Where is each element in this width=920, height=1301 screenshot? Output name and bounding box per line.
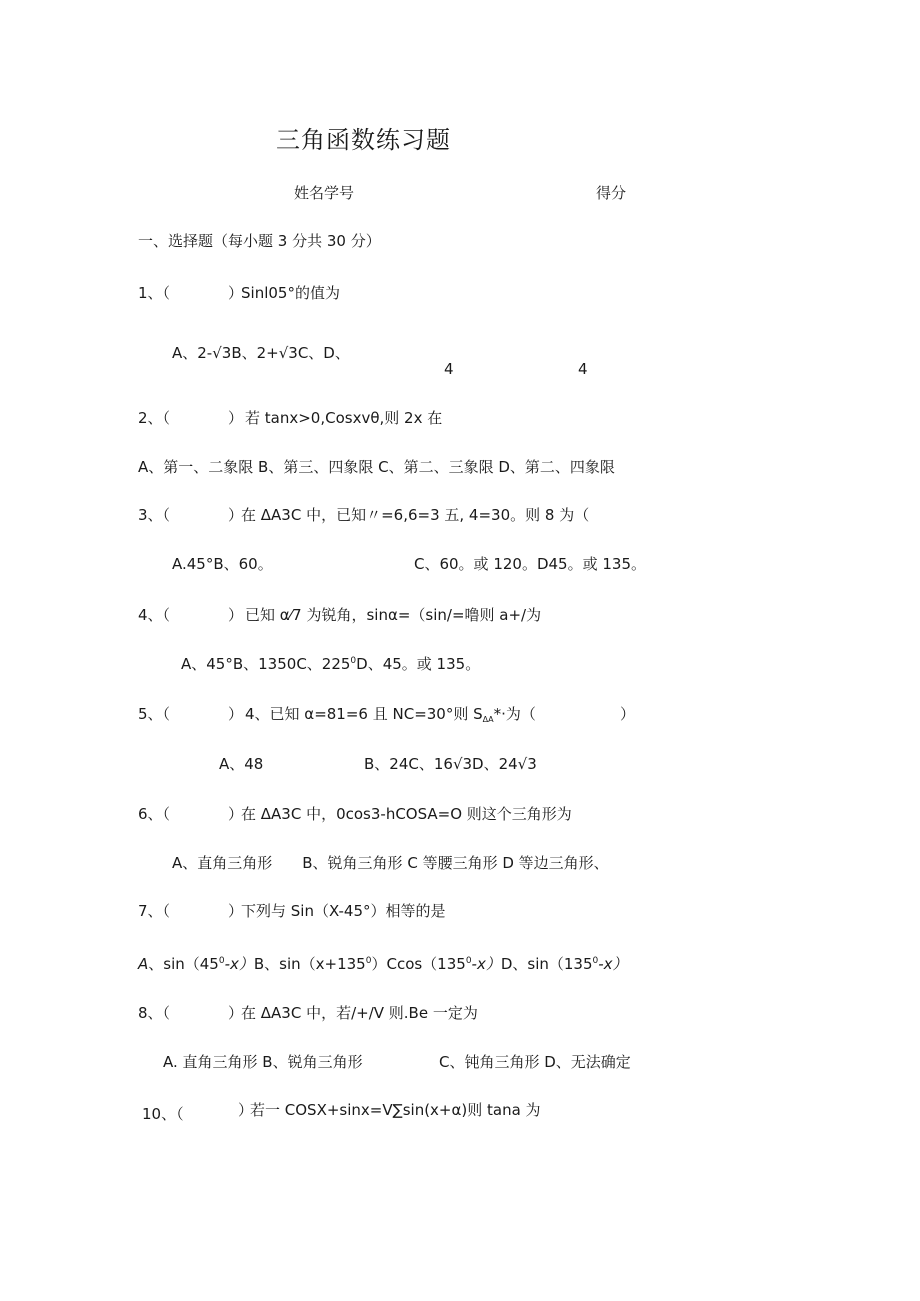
- question-1-paren-close: ）: [228, 284, 244, 302]
- question-8-options-cd: C、钝角三角形 D、无法确定: [439, 1053, 631, 1071]
- question-10-number: 10、（: [142, 1105, 184, 1123]
- question-2-options: A、第一、二象限 B、第三、四象限 C、第二、三象限 D、第二、四象限: [138, 458, 615, 476]
- question-1-number: 1、（: [138, 284, 171, 302]
- question-6-text: 在 ΔA3C 中，0cos3-hCOSA=O 则这个三角形为: [241, 805, 572, 823]
- question-10-text: 若一 COSX+sinx=V∑sin(x+α)则 tana 为: [250, 1101, 541, 1119]
- option-text: -x）: [471, 955, 501, 973]
- question-1-options: A、2-√3B、2+√3C、D、: [172, 344, 350, 362]
- question-2-paren-close: ）: [228, 409, 244, 427]
- question-3-options-ab: A.45°B、60。: [172, 555, 273, 573]
- question-5-number: 5、（: [138, 705, 171, 723]
- question-4-option-part: D、45。或 135。: [356, 655, 481, 673]
- option-text: -x）: [224, 955, 254, 973]
- question-5-text: [245, 707, 536, 722]
- superscript: 0: [350, 656, 357, 666]
- question-7-number: 7、（: [138, 902, 171, 920]
- question-10-paren-close: ）: [238, 1101, 254, 1119]
- name-id-label: 姓名学号: [294, 184, 355, 202]
- question-1-denominator-c: 4: [444, 360, 454, 378]
- question-7-paren-close: ）: [228, 902, 244, 920]
- subscript: ΔA: [482, 715, 494, 724]
- page-title: 三角函数练习题: [276, 126, 451, 154]
- question-4-number: 4、（: [138, 606, 171, 624]
- question-5-options-bcd: B、24C、16√3D、24√3: [364, 755, 537, 773]
- section-heading: 一、选择题（每小题 3 分共 30 分）: [138, 232, 381, 250]
- option-text: D、sin（135: [500, 955, 593, 973]
- superscript: 0: [365, 956, 372, 966]
- question-5-end-paren: ）: [620, 705, 636, 723]
- question-7-options: [138, 957, 628, 972]
- superscript: 0: [592, 956, 599, 966]
- question-1-denominator-d: 4: [578, 360, 588, 378]
- question-1-text: Sinl05°的值为: [241, 284, 340, 302]
- question-4-paren-close: ）: [228, 606, 244, 624]
- question-5-text-part: 4、已知 α=81=6 且 NC=30°则 S: [245, 705, 483, 723]
- superscript: 0: [218, 956, 225, 966]
- question-2-text: 若 tanx>0,Cosxvθ,则 2x 在: [245, 409, 443, 427]
- option-text: B、sin（x+135: [253, 955, 366, 973]
- question-5-option-a: A、48: [219, 755, 264, 773]
- score-label: 得分: [596, 184, 627, 202]
- question-4-option-part: A、45°B、1350C、225: [181, 655, 351, 673]
- option-text: ）Ccos（135: [371, 955, 466, 973]
- question-8-text: 在 ΔA3C 中，若/+/V 则.Be 一定为: [241, 1004, 478, 1022]
- option-letter: A: [138, 955, 149, 973]
- question-8-number: 8、（: [138, 1004, 171, 1022]
- question-6-options: A、直角三角形 B、锐角三角形 C 等腰三角形 D 等边三角形、: [172, 854, 609, 872]
- question-3-options-cd: C、60。或 120。D45。或 135。: [414, 555, 646, 573]
- question-3-number: 3、（: [138, 506, 171, 524]
- question-6-paren-close: ）: [228, 805, 244, 823]
- question-4-text: 已知 α⁄7 为锐角，sinα=（sin/=噜则 a+/为: [245, 606, 542, 624]
- question-8-options-ab: A. 直角三角形 B、锐角三角形: [163, 1053, 363, 1071]
- question-6-number: 6、（: [138, 805, 171, 823]
- superscript: 0: [465, 956, 472, 966]
- question-2-number: 2、（: [138, 409, 171, 427]
- option-text: 、sin（45: [148, 955, 219, 973]
- question-4-options: [181, 657, 480, 672]
- option-text: -x）: [598, 955, 628, 973]
- question-3-paren-close: ）: [228, 506, 244, 524]
- question-5-text-part: *·为（: [493, 705, 536, 723]
- question-7-text: 下列与 Sin（X-45°）相等的是: [241, 902, 446, 920]
- question-5-paren-close: ）: [228, 705, 244, 723]
- question-8-paren-close: ）: [228, 1004, 244, 1022]
- question-3-text: 在 ΔA3C 中，已知〃=6,6=3 五, 4=30。则 8 为（: [241, 506, 590, 524]
